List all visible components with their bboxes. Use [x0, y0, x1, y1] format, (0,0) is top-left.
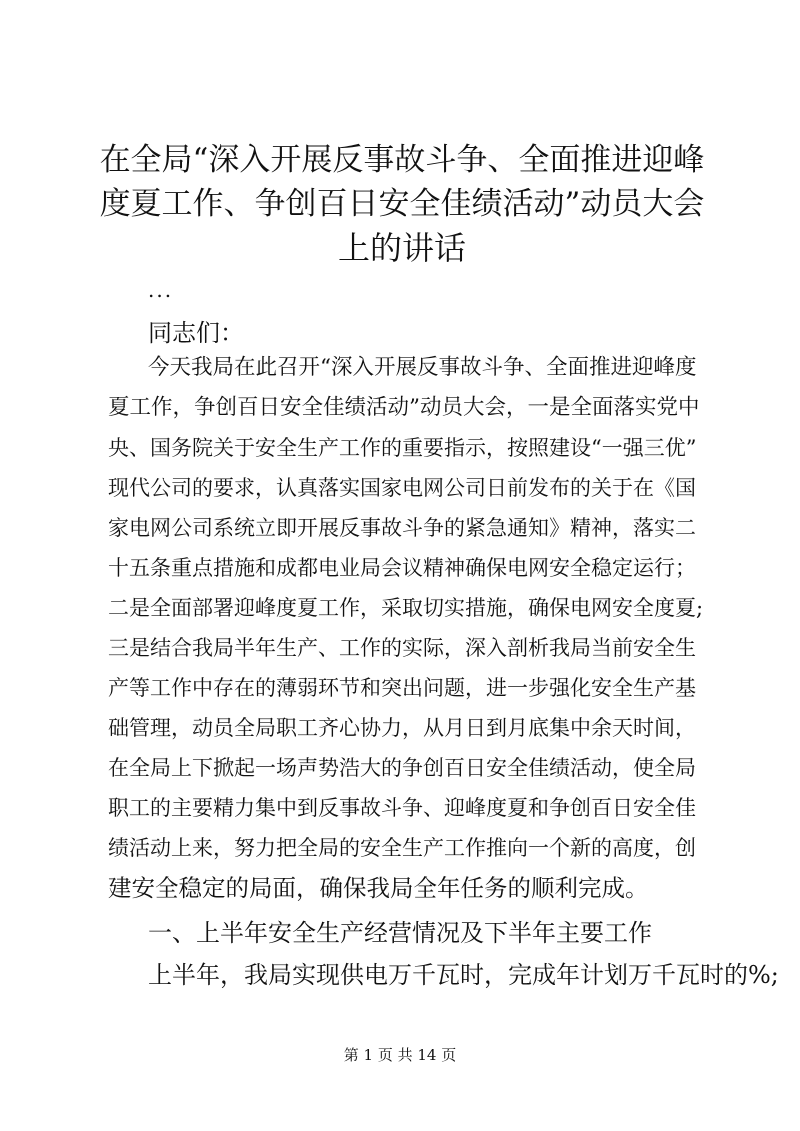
title-line: 在全局“深入开展反事故斗争、全面推进迎峰 [99, 142, 705, 178]
paragraph-line: 央、国务院关于安全生产工作的重要指示，按照建设“一强三优” [108, 436, 697, 460]
paragraph-line: 三是结合我局半年生产、工作的实际，深入剖析我局当前安全生 [108, 636, 696, 660]
document-title [96, 138, 708, 270]
paragraph-line: 在全局上下掀起一场声势浩大的争创百日安全佳绩活动，使全局 [108, 756, 696, 780]
paragraph-line: 产等工作中存在的薄弱环节和突出问题，进一步强化安全生产基 [108, 676, 696, 700]
paragraph-line: 十五条重点措施和成都电业局会议精神确保电网安全稳定运行； [108, 556, 696, 580]
title-line: 上的讲话 [337, 229, 466, 267]
paragraph-line: 现代公司的要求，认真落实国家电网公司日前发布的关于在《国 [108, 476, 696, 500]
paragraph-line: 今天我局在此召开“深入开展反事故斗争、全面推进迎峰度 [148, 355, 697, 380]
paragraph-line: 家电网公司系统立即开展反事故斗争的紧急通知》精神，落实二 [108, 516, 696, 540]
intro-paragraph [108, 348, 708, 908]
paragraph-line: 建安全稳定的局面，确保我局全年任务的顺利完成。 [108, 874, 649, 902]
ellipsis-marker: ... [148, 278, 174, 302]
section-heading: 一、上半年安全生产经营情况及下半年主要工作 [148, 919, 652, 947]
salutation: 同志们： [148, 319, 244, 347]
section-first-line: 上半年，我局实现供电万千瓦时，完成年计划万千瓦时的%; [148, 961, 779, 989]
paragraph-line: 夏工作，争创百日安全佳绩活动”动员大会，一是全面落实党中 [108, 395, 700, 420]
paragraph-line: 础管理，动员全局职工齐心协力，从月日到月底集中余天时间， [108, 716, 696, 740]
title-line: 度夏工作、争创百日安全佳绩活动”动员大会 [99, 186, 705, 222]
paragraph-line: 职工的主要精力集中到反事故斗争、迎峰度夏和争创百日安全佳 [108, 796, 696, 820]
page-number: 第 1 页 共 14 页 [343, 1046, 457, 1064]
paragraph-line: 绩活动上来，努力把全局的安全生产工作推向一个新的高度，创 [108, 836, 696, 860]
paragraph-line: 二是全面部署迎峰度夏工作，采取切实措施，确保电网安全度夏; [108, 596, 704, 620]
